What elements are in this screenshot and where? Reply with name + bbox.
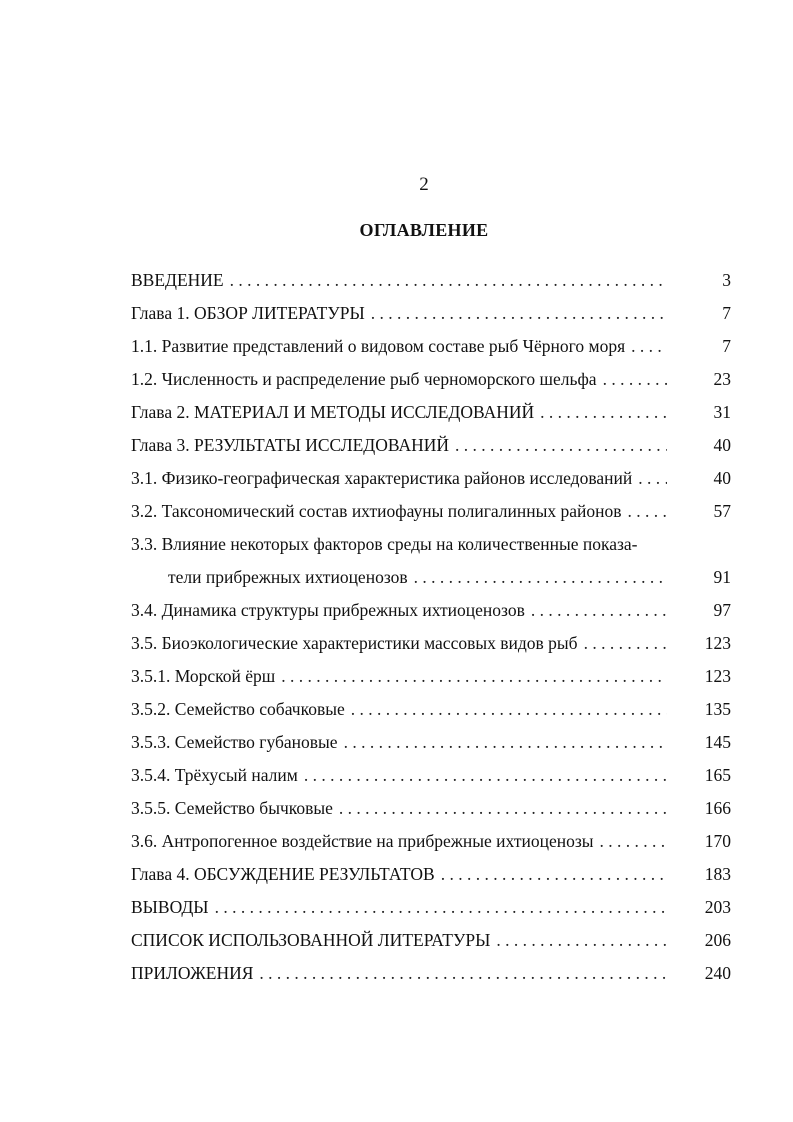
leader-dots (215, 897, 667, 918)
toc-entry[interactable] (131, 402, 731, 435)
toc-entry-page: 170 (704, 831, 731, 851)
toc-entry-page: 165 (704, 765, 731, 785)
leader-dots (603, 369, 667, 390)
toc-entry-label: 3.5.4. Трёхусый налим (131, 765, 298, 785)
toc-entry-label: 3.5.2. Семейство собачковые (131, 699, 345, 719)
leader-dots (455, 435, 667, 456)
toc-entry[interactable] (131, 600, 731, 633)
toc-entry-page: 91 (713, 567, 731, 587)
leader-dots (259, 963, 667, 984)
toc-entry[interactable] (131, 765, 731, 798)
toc-entry-page: 135 (704, 699, 731, 719)
toc-entry-label: Глава 3. РЕЗУЛЬТАТЫ ИССЛЕДОВАНИЙ (131, 435, 450, 455)
leader-dots (441, 864, 667, 885)
table-of-contents (131, 270, 731, 996)
toc-entry-page: 97 (713, 600, 731, 620)
leader-dots (281, 666, 667, 687)
toc-entry-page: 23 (713, 369, 731, 389)
toc-entry[interactable] (131, 303, 731, 336)
leader-dots (631, 336, 667, 357)
toc-entry-label-line2: тели прибрежных ихтиоценозов (168, 567, 408, 587)
toc-entry-label: 1.2. Численность и распределение рыб черноморского шельфа (131, 369, 597, 389)
toc-entry-page: 145 (704, 732, 731, 752)
toc-entry[interactable] (131, 831, 731, 864)
toc-entry-label: Глава 4. ОБСУЖДЕНИЕ РЕЗУЛЬТАТОВ (131, 864, 435, 884)
toc-entry[interactable] (131, 963, 731, 996)
toc-entry-label-line1[interactable]: 3.3. Влияние некоторых факторов среды на количественные показа- (131, 534, 638, 554)
toc-entry-label: 3.5. Биоэкологические характеристики массовых видов рыб (131, 633, 578, 653)
toc-entry[interactable] (131, 369, 731, 402)
leader-dots (351, 699, 667, 720)
toc-entry-page: 7 (722, 303, 731, 323)
toc-entry-label: 3.5.5. Семейство бычковые (131, 798, 333, 818)
toc-entry-page: 40 (713, 468, 731, 488)
leader-dots (584, 633, 667, 654)
toc-entry[interactable] (131, 864, 731, 897)
toc-entry-page: 31 (713, 402, 731, 422)
toc-entry-page: 166 (704, 798, 731, 818)
toc-entry-page: 3 (722, 270, 731, 290)
toc-entry-label: Глава 2. МАТЕРИАЛ И МЕТОДЫ ИССЛЕДОВАНИЙ (131, 402, 535, 422)
leader-dots (230, 270, 667, 291)
toc-entry-page: 123 (704, 666, 731, 686)
toc-entry-page: 40 (713, 435, 731, 455)
toc-entry-label: ВВЕДЕНИЕ (131, 270, 224, 290)
leader-dots (371, 303, 667, 324)
toc-entry-label: 1.1. Развитие представлений о видовом составе рыб Чёрного моря (131, 336, 626, 356)
toc-entry-page: 57 (713, 501, 731, 521)
toc-entry[interactable] (131, 336, 731, 369)
toc-entry[interactable] (131, 270, 731, 303)
leader-dots (414, 567, 667, 588)
toc-entry[interactable] (131, 633, 731, 666)
toc-entry-label: ВЫВОДЫ (131, 897, 209, 917)
toc-entry[interactable] (131, 930, 731, 963)
page-title: ОГЛАВЛЕНИЕ (359, 220, 489, 240)
leader-dots (496, 930, 667, 951)
toc-entry[interactable] (131, 699, 731, 732)
leader-dots (600, 831, 668, 852)
toc-entry[interactable] (131, 501, 731, 534)
toc-entry-page: 206 (704, 930, 731, 950)
toc-entry[interactable] (131, 468, 731, 501)
leader-dots (344, 732, 667, 753)
toc-entry-page: 123 (704, 633, 731, 653)
toc-entry-page: 203 (704, 897, 731, 917)
toc-entry[interactable] (131, 435, 731, 468)
toc-entry-label: 3.4. Динамика структуры прибрежных ихтиоценозов (131, 600, 525, 620)
toc-entry-page: 183 (704, 864, 731, 884)
toc-entry-label: 3.1. Физико-географическая характеристика районов исследований (131, 468, 633, 488)
leader-dots (540, 402, 667, 423)
toc-entry-label: 3.2. Таксономический состав ихтиофауны полигалинных районов (131, 501, 622, 521)
leader-dots (628, 501, 667, 522)
page-number: 2 (419, 174, 429, 195)
toc-entry-label: 3.6. Антропогенное воздействие на прибрежные ихтиоценозы (131, 831, 594, 851)
toc-entry-label: 3.5.1. Морской ёрш (131, 666, 276, 686)
toc-entry-page: 240 (704, 963, 731, 983)
toc-entry-label: Глава 1. ОБЗОР ЛИТЕРАТУРЫ (131, 303, 365, 323)
leader-dots (531, 600, 667, 621)
toc-entry-label: 3.5.3. Семейство губановые (131, 732, 338, 752)
leader-dots (339, 798, 667, 819)
leader-dots (638, 468, 667, 489)
toc-entry-label: СПИСОК ИСПОЛЬЗОВАННОЙ ЛИТЕРАТУРЫ (131, 930, 491, 950)
toc-entry-page: 7 (722, 336, 731, 356)
toc-entry[interactable] (131, 897, 731, 930)
toc-entry[interactable] (131, 567, 731, 600)
toc-entry[interactable] (131, 798, 731, 831)
toc-entry-label: ПРИЛОЖЕНИЯ (131, 963, 254, 983)
toc-entry[interactable] (131, 666, 731, 699)
leader-dots (304, 765, 667, 786)
toc-entry[interactable] (131, 732, 731, 765)
